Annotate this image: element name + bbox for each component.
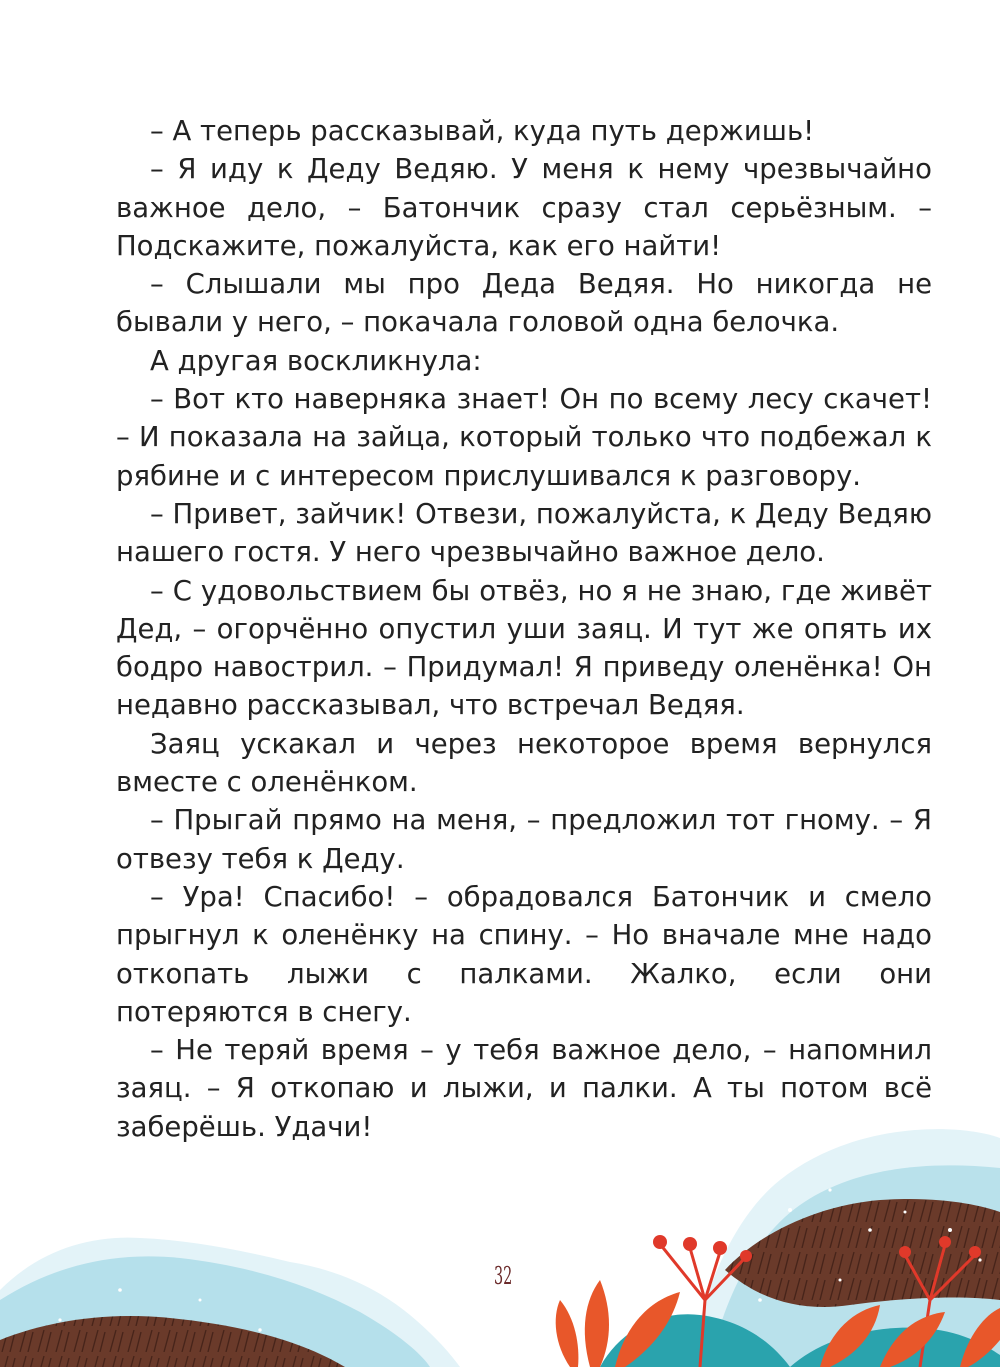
red-leaves (556, 1280, 1000, 1367)
paragraph: – Привет, зайчик! Отвези, пожалуйста, к Деду Ведяю нашего гостя. У него чрезвычайно важное дело. (116, 497, 932, 569)
paragraph: Заяц ускакал и через некоторое время вернулся вместе с оленёнком. (116, 727, 932, 799)
story-text (116, 112, 932, 1146)
snowflakes (58, 1188, 981, 1331)
paragraph: – Вот кто наверняка знает! Он по всему лесу скачет! – И показала на зайца, который только что подбежал к рябине и с интересом прислушивался к разговору. (116, 383, 932, 492)
paragraph: – Ура! Спасибо! – обрадовался Батончик и смело прыгнул к оленёнку на спину. – Но вначале мне надо откопать лыжи с палками. Жалко, если они потеряются в снегу. (116, 880, 932, 1028)
paragraph: – С удовольствием бы отвёз, но я не знаю, где живёт Дед, – огорчённо опустил уши заяц. И тут же опять их бодро навострил. – Придумал! Я приведу оленёнка! Он недавно рассказывал, что встречал Ведяя. (116, 574, 932, 722)
paragraph: – Слышали мы про Деда Ведяя. Но никогда не бывали у него, – покачала головой одна белочка. (116, 268, 932, 339)
page-number: 32 (494, 1262, 513, 1290)
paragraph: – А теперь рассказывай, куда путь держишь! (150, 115, 815, 147)
snow-covered-bush-right (600, 1129, 1000, 1367)
paragraph: – Не теряй время – у тебя важное дело, – напомнил заяц. – Я откопаю и лыжи, и палки. А ты потом всё заберёшь. Удачи! (116, 1034, 932, 1143)
paragraph: А другая воскликнула: (150, 344, 482, 377)
paragraph: – Прыгай прямо на меня, – предложил тот гному. – Я отвезу тебя к Деду. (116, 804, 932, 875)
red-berries (653, 1235, 981, 1262)
red-berry-plant (660, 1244, 975, 1367)
snow-covered-bush-left (0, 1238, 460, 1367)
paragraph: – Я иду к Деду Ведяю. У меня к нему чрезвычайно важное дело, – Батончик сразу стал серьёзным. – Подскажите, пожалуйста, как его найти! (116, 153, 932, 262)
